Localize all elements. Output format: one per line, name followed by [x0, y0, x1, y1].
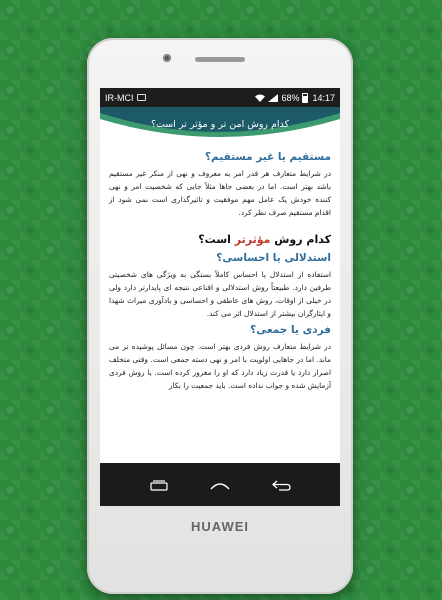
home-icon[interactable]	[209, 477, 231, 493]
question-heading	[109, 233, 331, 246]
app-header	[100, 107, 340, 143]
front-camera	[163, 54, 171, 62]
paragraph-individual: در شرایط متعارف روش فردی بهتر است. چون مسائل پوشیده تر می ماند. اما در جاهایی اولویت با امر و نهی دسته جمعی است. وقتی متخلف اصرار دارد یا قدرت زیاد دارد که او را مغرور کرده است. یا روش فردی آزمایش شده و جواب نداده است. باید جمعیت را بکار	[109, 342, 331, 390]
recent-apps-icon[interactable]	[148, 477, 170, 493]
question-heading-highlight: مؤثرتر	[234, 233, 271, 246]
phone-frame	[87, 38, 353, 594]
battery-icon	[302, 93, 308, 103]
signal-icon	[268, 94, 278, 102]
back-icon[interactable]	[270, 477, 292, 493]
question-heading-prefix: کدام روش	[270, 233, 331, 246]
section-heading-direct: مستقیم یا غیر مستقیم؟	[204, 151, 331, 163]
clock: 14:17	[312, 92, 335, 103]
article-content[interactable]	[100, 143, 340, 463]
earpiece-speaker	[195, 57, 245, 62]
image-icon	[137, 94, 146, 101]
subheading-reasoning: استدلالی یا احساسی؟	[216, 252, 331, 264]
section-paragraph-direct: در شرایط متعارف هر قدر امر به معروف و نهی از منکر غیر مستقیم باشد بهتر است. اما در بعضی جاها مثلاً جایی که شخصیت امر و نهی کننده خودش یک عامل مهم موفقیت و تاثیرگذاری است نمی شود از اقدام مستقیم صرف نظر کرد.	[109, 169, 331, 217]
phone-screen	[100, 88, 340, 506]
question-heading-suffix: است؟	[198, 233, 235, 246]
wifi-icon	[255, 94, 265, 102]
paragraph-reasoning: استفاده از استدلال یا احساس کاملاً بستگی به ویژگی های شخصیتی طرفین دارد. طبیعتاً روش استدلالی و اقناعی نتیجه ای پایدارتر دارد ولی در خیلی از اوقات، روش های عاطفی و احساسی و یادآوری میراث شهدا و ایثارگران بیشتر از استدلال اثر می کند.	[109, 270, 331, 318]
page-title: کدام روش امن تر و مؤثر تر است؟	[150, 118, 290, 130]
battery-percent: 68%	[281, 92, 300, 103]
device-brand-logo: HUAWEI	[191, 519, 249, 534]
status-bar	[100, 88, 340, 107]
navigation-bar	[100, 463, 340, 506]
subheading-individual: فردی یا جمعی؟	[250, 324, 331, 336]
carrier-label: IR-MCI	[105, 92, 134, 103]
